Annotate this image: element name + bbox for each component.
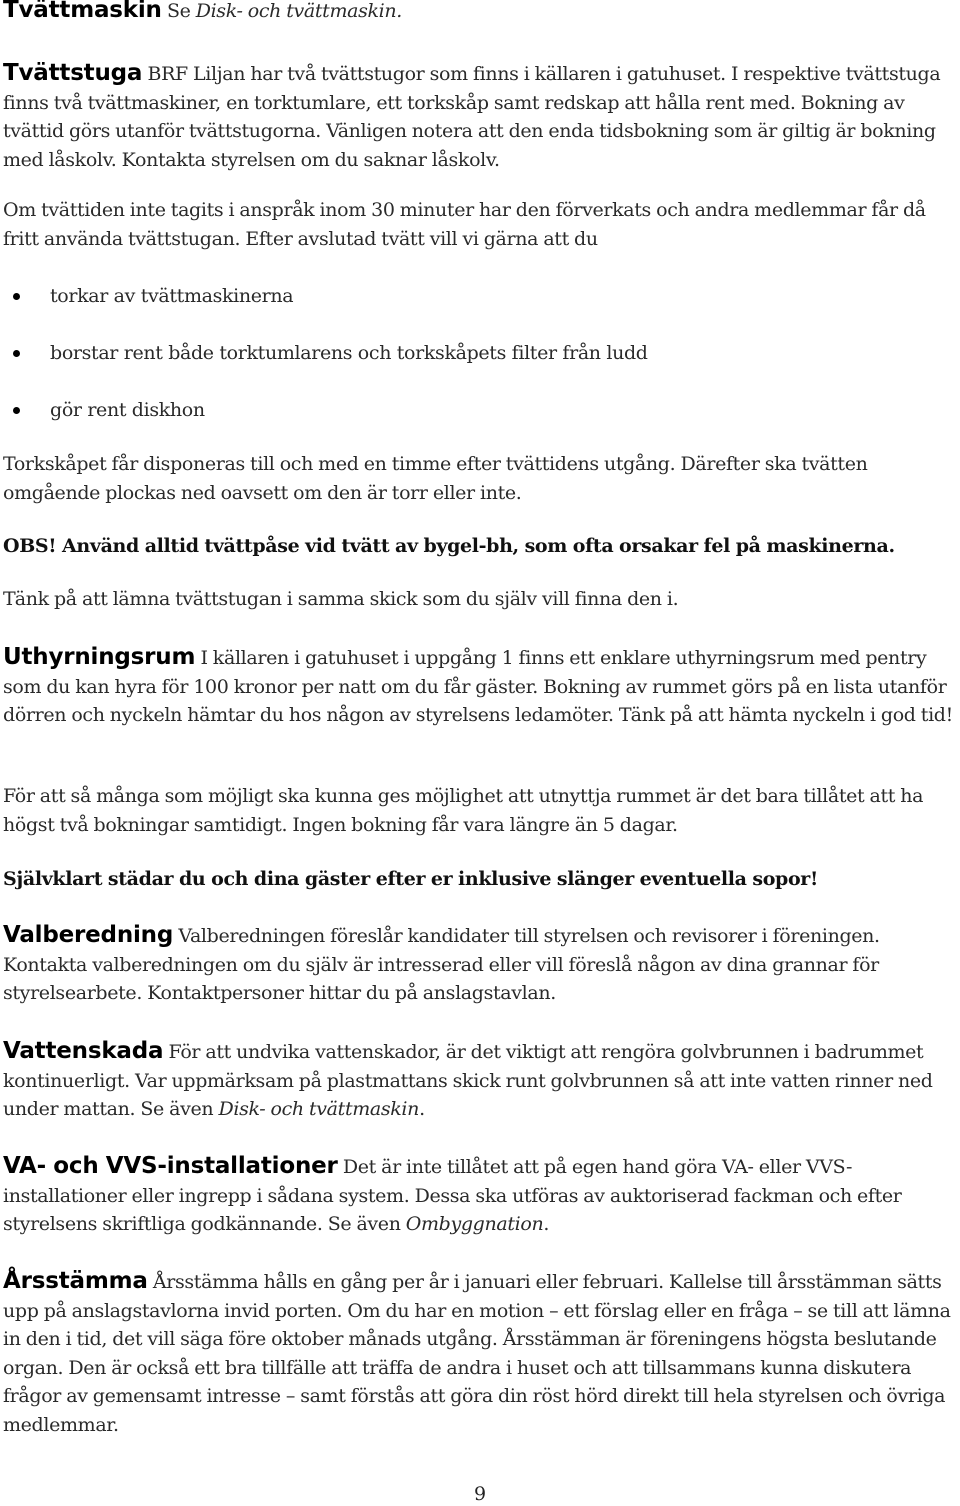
bullet-icon: [13, 293, 20, 300]
tvattstuga-p3: Torkskåpet får disponeras till och med en timme efter tvättidens utgång. Därefter ska tvätten omgående plockas ned oavsett om den är torr eller inte.: [3, 453, 868, 504]
bullet-icon: [13, 350, 20, 357]
bullet-icon: [13, 407, 20, 414]
va-vvs-p1: Det är inte tillåtet att på egen hand göra VA- eller VVS-installationer eller ingrepp i sådana system. Dessa ska utföras av auktoriserad fackman och efter styrelsens skriftliga godkännande. Se även: [3, 1156, 902, 1235]
tvattstuga-p5: Tänk på att lämna tvättstugan i samma skick som du själv vill finna den i.: [3, 588, 679, 610]
bullet-text: torkar av tvättmaskinerna: [50, 285, 294, 307]
heading-uthyrningsrum: Uthyrningsrum: [3, 644, 196, 670]
section-uthyrningsrum: [3, 643, 955, 730]
section-tvattstuga: [3, 59, 955, 174]
va-vvs-end: .: [543, 1213, 550, 1235]
valberedning-p1: Valberedningen föreslår kandidater till styrelsen och revisorer i föreningen. Kontakta valberedningen om du själv är intresserad eller vill föreslå någon av dina grannar för styrelsearbete. Kontaktpersoner hittar du på anslagstavlan.: [3, 925, 880, 1004]
tvattstuga-p1: BRF Liljan har två tvättstugor som finns i källaren i gatuhuset. I respektive tvättstuga finns två tvättmaskiner, en torktumlare, ett torkskåp samt redskap att hålla rent med. Bokning av tvättid görs utanför tvättstugorna. Vänligen notera att den enda tidsbokning som är giltig är bokning med låskolv. Kontakta styrelsen om du saknar låskolv.: [3, 63, 941, 171]
tvattstuga-p2: Om tvättiden inte tagits i anspråk inom 30 minuter har den förverkats och andra medlemmar får då fritt använda tvättstugan. Efter avslutad tvätt vill vi gärna att du: [3, 199, 926, 250]
see-also-prefix: Se: [166, 0, 196, 22]
section-valberedning: [3, 921, 955, 1008]
section-va-vvs: [3, 1152, 955, 1239]
page-number: 9: [473, 1483, 487, 1505]
tvattstuga-obs: OBS! Använd alltid tvättpåse vid tvätt av bygel-bh, som ofta orsakar fel på maskinerna.: [3, 535, 895, 557]
heading-arsstamma: Årsstämma: [3, 1268, 148, 1294]
bullet-text: borstar rent både torktumlarens och torkskåpets filter från ludd: [50, 342, 648, 364]
section-vattenskada: [3, 1037, 955, 1124]
uthyrningsrum-p2: För att så många som möjligt ska kunna ges möjlighet att utnyttja rummet är det bara tillåtet att ha högst två bokningar samtidigt. Ingen bokning får vara längre än 5 dagar.: [3, 785, 924, 836]
section-tvattmaskin: [3, 0, 955, 26]
vattenskada-p1: För att undvika vattenskador, är det viktigt att rengöra golvbrunnen i badrummet kontinuerligt. Var uppmärksam på plastmattans skick runt golvbrunnen så att inte vatten rinner ned under mattan. Se även: [3, 1041, 933, 1120]
bullet-text: gör rent diskhon: [50, 399, 205, 421]
heading-tvattmaskin: Tvättmaskin: [3, 0, 162, 23]
heading-va-vvs: VA- och VVS-installationer: [3, 1153, 338, 1179]
heading-valberedning: Valberedning: [3, 922, 174, 948]
uthyrningsrum-p1: I källaren i gatuhuset i uppgång 1 finns ett enklare uthyrningsrum med pentry som du kan hyra för 100 kronor per natt om du får gäster. Bokning av rummet görs på en lista utanför dörren och nyckeln hämtar du hos någon av styrelsens ledamöter. Tänk på att hämta nyckeln i god tid!: [3, 647, 953, 726]
heading-tvattstuga: Tvättstuga: [3, 60, 143, 86]
section-arsstamma: [3, 1267, 955, 1439]
see-also-link[interactable]: Disk- och tvättmaskin.: [195, 0, 402, 22]
uthyrningsrum-p3: Självklart städar du och dina gäster efter er inklusive slänger eventuella sopor!: [3, 868, 818, 890]
heading-vattenskada: Vattenskada: [3, 1038, 164, 1064]
va-vvs-link[interactable]: Ombyggnation: [405, 1213, 544, 1235]
vattenskada-link[interactable]: Disk- och tvättmaskin: [218, 1098, 420, 1120]
vattenskada-end: .: [419, 1098, 425, 1120]
arsstamma-p1: Årsstämma hålls en gång per år i januari eller februari. Kallelse till årsstämman sätts upp på anslagstavlorna invid porten. Om du har en motion – ett förslag eller en fråga – se till att lämna in den i tid, det vill säga före oktober månads utgång. Årsstämman är föreningens högsta beslutande organ. Den är också ett bra tillfälle att träffa de andra i huset och att tillsammans kunna diskutera frågor av gemensamt intresse – samt förstås att göra din röst hörd direkt till hela styrelsen och övriga medlemmar.: [3, 1271, 951, 1436]
